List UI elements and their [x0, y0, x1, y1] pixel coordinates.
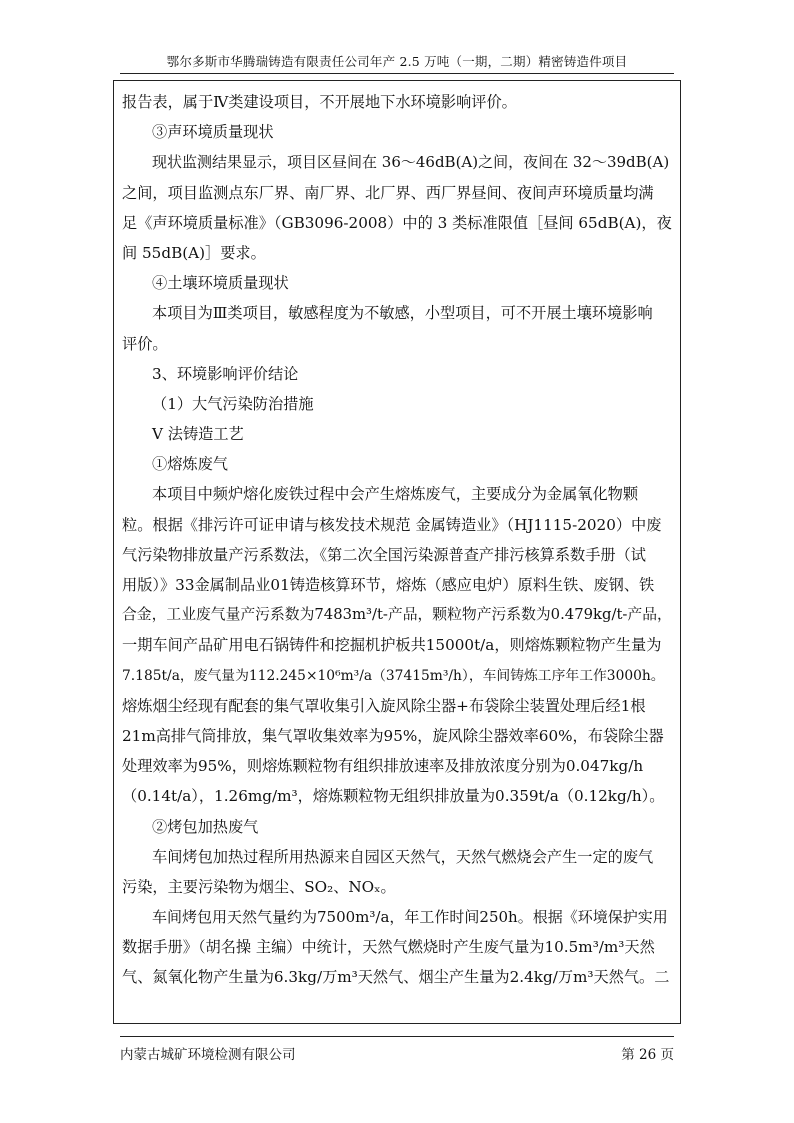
text-line: 21m高排气筒排放，集气罩收集效率为95%，旋风除尘器效率60%，布袋除尘器: [122, 726, 664, 745]
text-line: 数据手册》（胡名操 主编）中统计，天然气燃烧时产生废气量为10.5m³/m³天然: [122, 938, 655, 957]
text-line: 处理效率为95%，则熔炼颗粒物有组织排放速率及排放浓度分别为0.047kg/h: [122, 757, 644, 776]
text-line: V 法铸造工艺: [152, 425, 244, 444]
text-line: 7.185t/a，废气量为112.245×10⁶m³/a（37415m³/h），车间铸炼工序年工作3000h。: [122, 667, 665, 684]
text-line: 足《声环境质量标准》（GB3096-2008）中的 3 类标准限值［昼间 65dB(A)，夜: [122, 213, 672, 232]
text-line: ②烤包加热废气: [152, 817, 259, 836]
footer-divider: [120, 1036, 674, 1037]
body-text: [114, 81, 680, 993]
text-line: （0.14t/a），1.26mg/m³，熔炼颗粒物无组织排放量为0.359t/a（0.12kg/h）。: [122, 787, 665, 806]
text-line: ①熔炼废气: [152, 455, 228, 474]
text-line: （1）大气污染防治措施: [152, 394, 314, 413]
text-line: 气、氮氧化物产生量为6.3kg/万m³天然气、烟尘产生量为2.4kg/万m³天然气。二: [122, 968, 670, 987]
text-line: 一期车间产品矿用电石锅铸件和挖掘机护板共15000t/a，则熔炼颗粒物产生量为: [122, 636, 662, 655]
text-line: 污染，主要污染物为烟尘、SO₂、NOₓ。: [122, 877, 396, 896]
text-line: 合金，工业废气量产污系数为7483m³/t-产品，颗粒物产污系数为0.479kg/t-产品，: [122, 606, 672, 624]
text-line: 评价。: [122, 334, 168, 353]
text-line: 粒。根据《排污许可证申请与核发技术规范 金属铸造业》（HJ1115-2020）中废: [122, 515, 662, 534]
text-line: 车间烤包用天然气量约为7500m³/a，年工作时间250h。根据《环境保护实用: [152, 908, 668, 927]
text-line: 3、环境影响评价结论: [152, 364, 299, 383]
text-line: 现状监测结果显示，项目区昼间在 36～46dB(A)之间，夜间在 32～39dB(A): [152, 153, 670, 172]
footer-page-number: 第 26 页: [621, 1047, 674, 1063]
header-divider: [120, 73, 674, 74]
text-line: 本项目中频炉熔化废铁过程中会产生熔炼废气，主要成分为金属氧化物颗: [152, 485, 638, 504]
text-line: 之间，项目监测点东厂界、南厂界、北厂界、西厂界昼间、夜间声环境质量均满: [122, 183, 654, 202]
text-line: 熔炼烟尘经现有配套的集气罩收集引入旋风除尘器+布袋除尘装置处理后经1根: [122, 696, 646, 715]
text-line: 用版）》33金属制品业01铸造核算环节，熔炼（感应电炉）原料生铁、废钢、铁: [122, 576, 655, 594]
text-line: 本项目为Ⅲ类项目，敏感程度为不敏感，小型项目，可不开展土壤环境影响: [152, 304, 653, 323]
text-line: 报告表，属于Ⅳ类建设项目，不开展地下水环境影响评价。: [122, 93, 517, 111]
text-line: ③声环境质量现状: [152, 123, 274, 142]
footer-company: 内蒙古城矿环境检测有限公司: [120, 1047, 296, 1063]
content-table-cell: [113, 80, 681, 1024]
text-line: 间 55dB(A)］要求。: [122, 243, 266, 262]
text-line: 气污染物排放量产污系数法，《第二次全国污染源普查产排污核算系数手册（试: [122, 545, 646, 564]
page-header-title: 鄂尔多斯市华腾瑞铸造有限责任公司年产 2.5 万吨（一期，二期）精密铸造件项目: [166, 54, 628, 69]
text-line: ④土壤环境质量现状: [152, 274, 289, 293]
text-line: 车间烤包加热过程所用热源来自园区天然气，天然气燃烧会产生一定的废气: [152, 847, 654, 866]
